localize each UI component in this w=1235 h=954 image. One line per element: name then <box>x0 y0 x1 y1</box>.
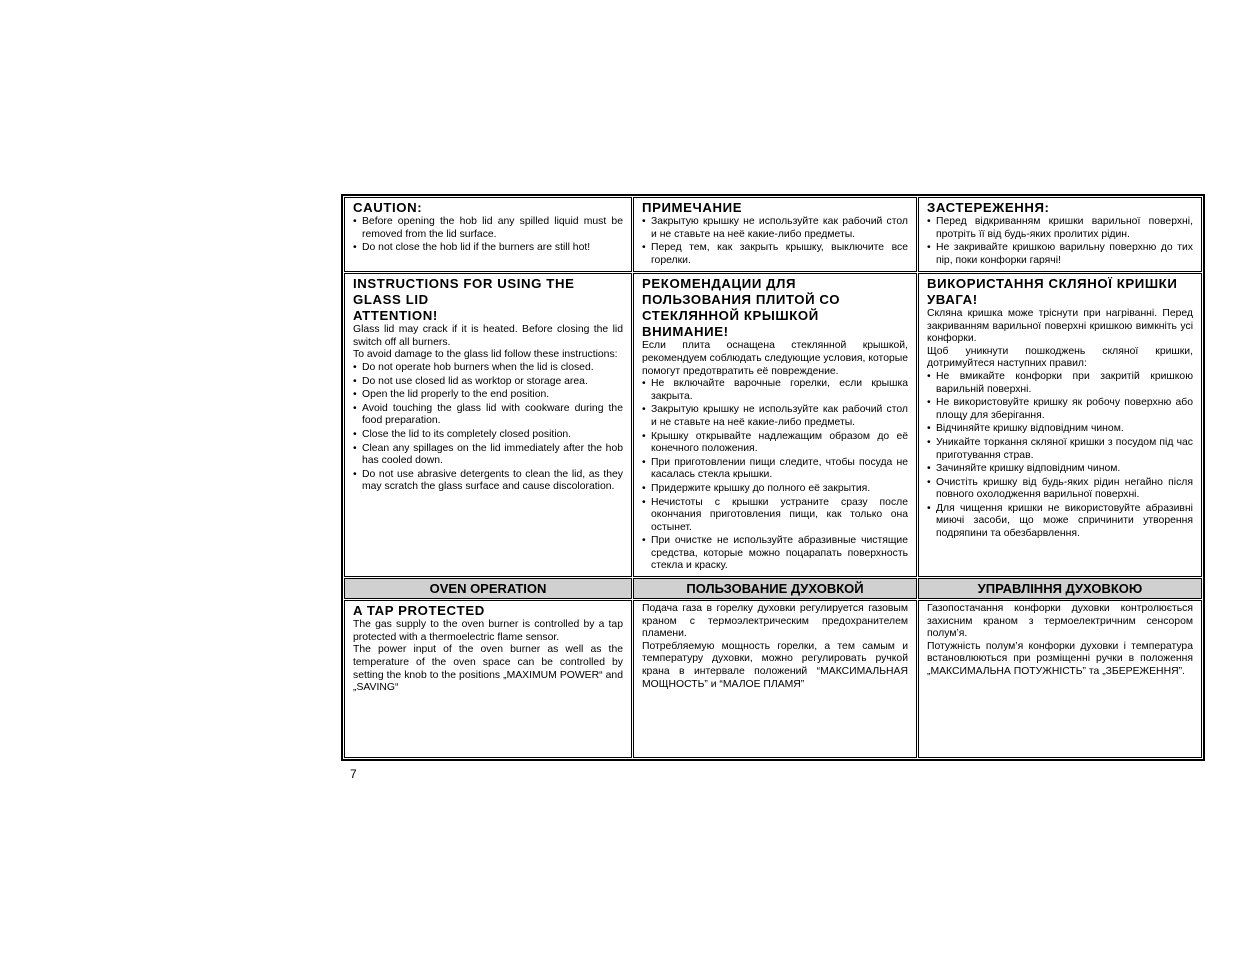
list-item: • Clean any spillages on the lid immediately after the hob has cooled down. <box>353 443 623 468</box>
paragraph: Потребляемую мощность горелки, а тем самым и температуру духовки, можно регулировать ручкой крана в интервале положений “МАКСИМАЛЬНАЯ МОЩНОСТЬ” и “МАЛОЕ ПЛАМЯ” <box>642 640 908 690</box>
list-item: • Close the lid to its completely closed position. <box>353 429 623 442</box>
list-item: • Для чищення кришки не використовуйте абразивні миючі засоби, що може спричинити утворення подряпини та обезбарвлення. <box>927 503 1193 541</box>
glass-lid-title-ru: РЕКОМЕНДАЦИИ ДЛЯ ПОЛЬЗОВАНИЯ ПЛИТОЙ СО СТЕКЛЯННОЙ КРЫШКОЙ <box>642 275 841 323</box>
glass-lid-row <box>344 273 1202 578</box>
glass-lid-list-ru <box>642 378 908 573</box>
caution-list-ru <box>642 216 908 267</box>
instruction-table <box>341 194 1205 761</box>
list-item: • Відчиняйте кришку відповідним чином. <box>927 423 1193 436</box>
list-item: • Не вмикайте конфорки при закритій кришкою варильній поверхні. <box>927 371 1193 396</box>
list-item: • Зачиняйте кришку відповідним чином. <box>927 463 1193 476</box>
paragraph: Glass lid may crack if it is heated. Before closing the lid switch off all burners. <box>353 324 623 348</box>
page-number: 7 <box>350 767 357 781</box>
tap-title-en: A TAP PROTECTED <box>353 603 485 619</box>
paragraph: Подача газа в горелку духовки регулируется газовым краном с термоэлектрическим предохранителем пламени. <box>642 603 908 640</box>
list-item: • Avoid touching the glass lid with cookware during the food preparation. <box>353 403 623 428</box>
list-item: • Do not use closed lid as worktop or storage area. <box>353 376 623 389</box>
caution-title-uk: ЗАСТЕРЕЖЕННЯ: <box>927 200 1050 215</box>
list-item: • Закрытую крышку не используйте как рабочий стол и не ставьте на неё какие-либо предметы. <box>642 404 908 429</box>
paragraph: Если плита оснащена стеклянной крышкой, рекомендуем соблюдать следующие условия, которые помогут предотвратить её повреждение. <box>642 340 908 377</box>
list-item: • Перед тем, как закрыть крышку, выключите все горелки. <box>642 242 908 267</box>
tap-cell-uk <box>918 600 1202 758</box>
list-item: • Open the lid properly to the end position. <box>353 389 623 402</box>
list-item: • Перед відкриванням кришки варильної поверхні, протріть її від будь-яких пролитих рідин. <box>927 216 1193 241</box>
paragraph: Потужність полум’я конфорки духовки і температура встановлюються при розміщенні ручки в положення „МАКСИМАЛЬНА ПОТУЖНІСТЬ” та „ЗБЕРЕЖЕННЯ”. <box>927 640 1193 678</box>
paragraph: Скляна кришка може тріснути при нагріванні. Перед закриванням варильної поверхні кришкою вимкніть усі конфорки. <box>927 307 1193 345</box>
oven-header-en: OVEN OPERATION <box>344 578 632 599</box>
tap-row <box>344 600 1202 758</box>
attention-title-ru: ВНИМАНИЕ! <box>642 324 729 340</box>
list-item: • Не використовуйте кришку як робочу поверхню або площу для зберігання. <box>927 397 1193 422</box>
list-item: • Нечистоты с крышки устраните сразу после окончания приготовления пищи, как только она остынет. <box>642 497 908 535</box>
list-item: • При приготовлении пищи следите, чтобы посуда не касалась стекла крышки. <box>642 457 908 482</box>
oven-header-ru: ПОЛЬЗОВАНИЕ ДУХОВКОЙ <box>633 578 917 599</box>
list-item: • Do not operate hob burners when the lid is closed. <box>353 362 623 375</box>
glass-lid-list-uk <box>927 371 1193 541</box>
paragraph: Щоб уникнути пошкоджень скляної кришки, дотримуйтеся наступних правил: <box>927 345 1193 370</box>
list-item: • Before opening the hob lid any spilled liquid must be removed from the lid surface. <box>353 216 623 241</box>
paragraph: To avoid damage to the glass lid follow these instructions: <box>353 349 618 361</box>
paragraph: Газопостачання конфорки духовки контролюється захисним краном з термоелектричним сенсором полум’я. <box>927 603 1193 640</box>
caution-cell-en <box>344 197 632 272</box>
list-item: • Do not use abrasive detergents to clean the lid, as they may scratch the glass surface and cause discoloration. <box>353 469 623 494</box>
attention-title-uk: УВАГА! <box>927 291 978 307</box>
caution-cell-uk <box>918 197 1202 272</box>
caution-row <box>344 197 1202 272</box>
list-item: • Крышку открывайте надлежащим образом до её конечного положения. <box>642 431 908 456</box>
attention-title-en: ATTENTION! <box>353 307 438 323</box>
caution-title-en: CAUTION: <box>353 200 423 215</box>
tap-cell-en <box>344 600 632 758</box>
glass-lid-cell-ru <box>633 273 917 578</box>
caution-cell-ru <box>633 197 917 272</box>
list-item: • При очистке не используйте абразивные чистящие средства, которые можно поцарапать поверхность стекла и краску. <box>642 535 908 573</box>
list-item: • Уникайте торкання скляної кришки з посудом під час приготування страв. <box>927 437 1193 462</box>
caution-list-en <box>353 216 623 255</box>
paragraph: The gas supply to the oven burner is controlled by a tap protected with a thermoelectric flame sensor. <box>353 619 623 643</box>
oven-header-uk: УПРАВЛІННЯ ДУХОВКОЮ <box>918 578 1202 599</box>
list-item: • Закрытую крышку не используйте как рабочий стол и не ставьте на неё какие-либо предметы. <box>642 216 908 241</box>
glass-lid-list-en <box>353 362 623 494</box>
paragraph: The power input of the oven burner as well as the temperature of the oven space can be controlled by setting the knob to the positions „MAXIMUM POWER“ and „SAVING“ <box>353 644 623 694</box>
list-item: • Не включайте варочные горелки, если крышка закрыта. <box>642 378 908 403</box>
caution-title-ru: ПРИМЕЧАНИЕ <box>642 200 743 215</box>
caution-list-uk <box>927 216 1193 267</box>
list-item: • Не закривайте кришкою варильну поверхню до тих пір, поки конфорки гарячі! <box>927 242 1193 267</box>
list-item: • Придержите крышку до полного её закрытия. <box>642 483 908 496</box>
glass-lid-title-en: INSTRUCTIONS FOR USING THE GLASS LID <box>353 275 575 307</box>
list-item: • Do not close the hob lid if the burners are still hot! <box>353 242 623 255</box>
glass-lid-cell-uk <box>918 273 1202 578</box>
list-item: • Очистіть кришку від будь-яких рідин негайно після повного охолодження варильної поверхні. <box>927 477 1193 502</box>
three-language-table <box>343 196 1203 759</box>
glass-lid-cell-en <box>344 273 632 578</box>
tap-cell-ru <box>633 600 917 758</box>
oven-header-row <box>344 578 1202 599</box>
glass-lid-title-uk: ВИКОРИСТАННЯ СКЛЯНОЇ КРИШКИ <box>927 275 1178 291</box>
